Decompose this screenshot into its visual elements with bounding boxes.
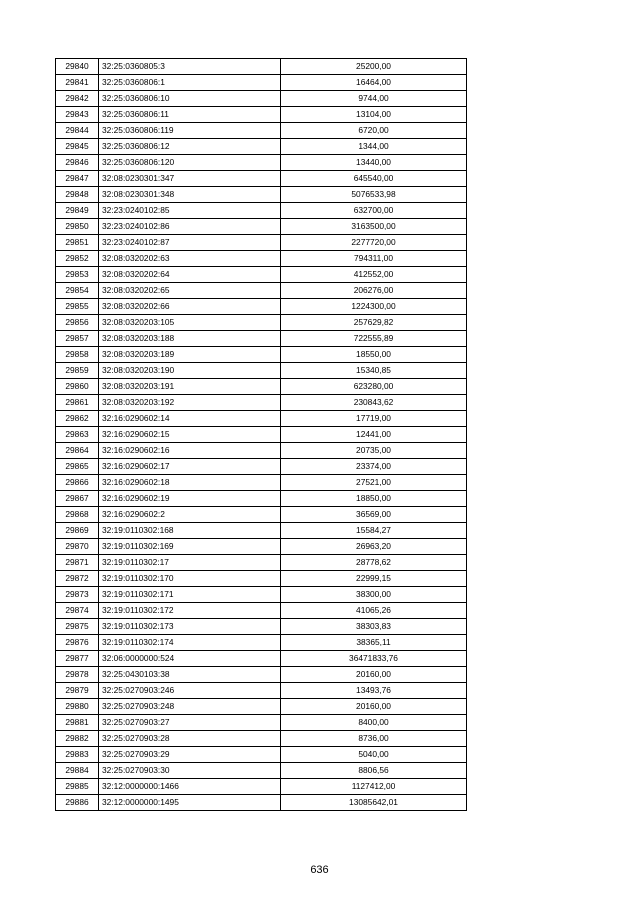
table-row: [56, 779, 467, 795]
value-cell: 38303,83: [281, 619, 467, 635]
value-cell: 18550,00: [281, 347, 467, 363]
table-row: [56, 667, 467, 683]
row-number-cell: 29885: [56, 779, 99, 795]
table-row: [56, 299, 467, 315]
row-number-cell: 29883: [56, 747, 99, 763]
cadastral-number-cell: 32:25:0360805:3: [99, 59, 281, 75]
table-row: [56, 795, 467, 811]
cadastral-number-cell: 32:25:0270903:30: [99, 763, 281, 779]
cadastral-number-cell: 32:25:0360806:119: [99, 123, 281, 139]
value-cell: 230843,62: [281, 395, 467, 411]
row-number-cell: 29874: [56, 603, 99, 619]
value-cell: 23374,00: [281, 459, 467, 475]
cadastral-number-cell: 32:23:0240102:87: [99, 235, 281, 251]
row-number-cell: 29879: [56, 683, 99, 699]
row-number-cell: 29861: [56, 395, 99, 411]
cadastral-number-cell: 32:12:0000000:1495: [99, 795, 281, 811]
row-number-cell: 29864: [56, 443, 99, 459]
value-cell: 623280,00: [281, 379, 467, 395]
table-row: [56, 123, 467, 139]
table-row: [56, 523, 467, 539]
row-number-cell: 29860: [56, 379, 99, 395]
cadastral-number-cell: 32:25:0360806:12: [99, 139, 281, 155]
table-row: [56, 139, 467, 155]
cadastral-number-cell: 32:16:0290602:19: [99, 491, 281, 507]
table-row: [56, 203, 467, 219]
value-cell: 8400,00: [281, 715, 467, 731]
table-row: [56, 619, 467, 635]
table-row: [56, 171, 467, 187]
table-row: [56, 91, 467, 107]
row-number-cell: 29876: [56, 635, 99, 651]
value-cell: 20735,00: [281, 443, 467, 459]
row-number-cell: 29855: [56, 299, 99, 315]
table-row: [56, 187, 467, 203]
cadastral-number-cell: 32:08:0320203:189: [99, 347, 281, 363]
row-number-cell: 29881: [56, 715, 99, 731]
cadastral-number-cell: 32:25:0270903:246: [99, 683, 281, 699]
value-cell: 36471833,76: [281, 651, 467, 667]
table-row: [56, 411, 467, 427]
cadastral-number-cell: 32:16:0290602:17: [99, 459, 281, 475]
row-number-cell: 29858: [56, 347, 99, 363]
row-number-cell: 29877: [56, 651, 99, 667]
table-row: [56, 699, 467, 715]
table-row: [56, 395, 467, 411]
cadastral-number-cell: 32:19:0110302:168: [99, 523, 281, 539]
value-cell: 722555,89: [281, 331, 467, 347]
row-number-cell: 29846: [56, 155, 99, 171]
value-cell: 645540,00: [281, 171, 467, 187]
value-cell: 206276,00: [281, 283, 467, 299]
row-number-cell: 29871: [56, 555, 99, 571]
value-cell: 15584,27: [281, 523, 467, 539]
cadastral-number-cell: 32:08:0320202:63: [99, 251, 281, 267]
table-row: [56, 635, 467, 651]
cadastral-number-cell: 32:25:0270903:28: [99, 731, 281, 747]
row-number-cell: 29884: [56, 763, 99, 779]
table-row: [56, 475, 467, 491]
value-cell: 15340,85: [281, 363, 467, 379]
table-row: [56, 283, 467, 299]
row-number-cell: 29869: [56, 523, 99, 539]
cadastral-number-cell: 32:16:0290602:2: [99, 507, 281, 523]
row-number-cell: 29866: [56, 475, 99, 491]
value-cell: 25200,00: [281, 59, 467, 75]
value-cell: 6720,00: [281, 123, 467, 139]
value-cell: 257629,82: [281, 315, 467, 331]
value-cell: 1344,00: [281, 139, 467, 155]
row-number-cell: 29850: [56, 219, 99, 235]
cadastral-number-cell: 32:06:0000000:524: [99, 651, 281, 667]
row-number-cell: 29840: [56, 59, 99, 75]
value-cell: 20160,00: [281, 667, 467, 683]
row-number-cell: 29878: [56, 667, 99, 683]
table-row: [56, 251, 467, 267]
table-row: [56, 747, 467, 763]
value-cell: 412552,00: [281, 267, 467, 283]
cadastral-number-cell: 32:08:0320203:188: [99, 331, 281, 347]
cadastral-number-cell: 32:25:0270903:248: [99, 699, 281, 715]
cadastral-number-cell: 32:16:0290602:18: [99, 475, 281, 491]
row-number-cell: 29867: [56, 491, 99, 507]
value-cell: 41065,26: [281, 603, 467, 619]
value-cell: 5040,00: [281, 747, 467, 763]
value-cell: 17719,00: [281, 411, 467, 427]
value-cell: 27521,00: [281, 475, 467, 491]
cadastral-number-cell: 32:19:0110302:172: [99, 603, 281, 619]
table-row: [56, 235, 467, 251]
table-row: [56, 507, 467, 523]
row-number-cell: 29847: [56, 171, 99, 187]
row-number-cell: 29872: [56, 571, 99, 587]
cadastral-number-cell: 32:19:0110302:17: [99, 555, 281, 571]
value-cell: 13085642,01: [281, 795, 467, 811]
row-number-cell: 29873: [56, 587, 99, 603]
row-number-cell: 29868: [56, 507, 99, 523]
table-row: [56, 587, 467, 603]
value-cell: 632700,00: [281, 203, 467, 219]
cadastral-value-table: [55, 58, 467, 811]
row-number-cell: 29880: [56, 699, 99, 715]
value-cell: 38300,00: [281, 587, 467, 603]
table-row: [56, 491, 467, 507]
table-row: [56, 571, 467, 587]
cadastral-number-cell: 32:19:0110302:169: [99, 539, 281, 555]
value-cell: 3163500,00: [281, 219, 467, 235]
row-number-cell: 29851: [56, 235, 99, 251]
table-row: [56, 219, 467, 235]
cadastral-number-cell: 32:19:0110302:170: [99, 571, 281, 587]
cadastral-number-cell: 32:25:0270903:27: [99, 715, 281, 731]
cadastral-number-cell: 32:25:0430103:38: [99, 667, 281, 683]
value-cell: 13440,00: [281, 155, 467, 171]
table-row: [56, 347, 467, 363]
cadastral-number-cell: 32:08:0320202:66: [99, 299, 281, 315]
table-body: [56, 59, 467, 811]
value-cell: 9744,00: [281, 91, 467, 107]
row-number-cell: 29859: [56, 363, 99, 379]
value-cell: 794311,00: [281, 251, 467, 267]
row-number-cell: 29857: [56, 331, 99, 347]
cadastral-number-cell: 32:08:0230301:347: [99, 171, 281, 187]
cadastral-number-cell: 32:16:0290602:16: [99, 443, 281, 459]
row-number-cell: 29845: [56, 139, 99, 155]
cadastral-number-cell: 32:08:0320203:105: [99, 315, 281, 331]
cadastral-number-cell: 32:25:0360806:11: [99, 107, 281, 123]
cadastral-number-cell: 32:25:0360806:10: [99, 91, 281, 107]
cadastral-number-cell: 32:25:0360806:120: [99, 155, 281, 171]
row-number-cell: 29882: [56, 731, 99, 747]
table-row: [56, 731, 467, 747]
value-cell: 28778,62: [281, 555, 467, 571]
cadastral-number-cell: 32:08:0320202:65: [99, 283, 281, 299]
page-number: 636: [310, 864, 329, 876]
cadastral-number-cell: 32:08:0320203:191: [99, 379, 281, 395]
cadastral-number-cell: 32:08:0320202:64: [99, 267, 281, 283]
cadastral-number-cell: 32:19:0110302:171: [99, 587, 281, 603]
row-number-cell: 29856: [56, 315, 99, 331]
value-cell: 16464,00: [281, 75, 467, 91]
row-number-cell: 29853: [56, 267, 99, 283]
row-number-cell: 29886: [56, 795, 99, 811]
table-row: [56, 651, 467, 667]
value-cell: 1127412,00: [281, 779, 467, 795]
row-number-cell: 29841: [56, 75, 99, 91]
cadastral-number-cell: 32:08:0320203:192: [99, 395, 281, 411]
table-row: [56, 59, 467, 75]
row-number-cell: 29843: [56, 107, 99, 123]
value-cell: 13493,76: [281, 683, 467, 699]
value-cell: 8736,00: [281, 731, 467, 747]
table-row: [56, 443, 467, 459]
value-cell: 20160,00: [281, 699, 467, 715]
value-cell: 18850,00: [281, 491, 467, 507]
table-row: [56, 763, 467, 779]
cadastral-number-cell: 32:25:0270903:29: [99, 747, 281, 763]
row-number-cell: 29842: [56, 91, 99, 107]
table-row: [56, 539, 467, 555]
cadastral-number-cell: 32:12:0000000:1466: [99, 779, 281, 795]
cadastral-number-cell: 32:23:0240102:85: [99, 203, 281, 219]
cadastral-number-cell: 32:19:0110302:174: [99, 635, 281, 651]
value-cell: 22999,15: [281, 571, 467, 587]
cadastral-number-cell: 32:23:0240102:86: [99, 219, 281, 235]
table-row: [56, 603, 467, 619]
table-row: [56, 267, 467, 283]
cadastral-number-cell: 32:08:0320203:190: [99, 363, 281, 379]
value-cell: 13104,00: [281, 107, 467, 123]
row-number-cell: 29849: [56, 203, 99, 219]
row-number-cell: 29854: [56, 283, 99, 299]
table-row: [56, 363, 467, 379]
table-row: [56, 459, 467, 475]
table-row: [56, 379, 467, 395]
row-number-cell: 29863: [56, 427, 99, 443]
cadastral-number-cell: 32:16:0290602:15: [99, 427, 281, 443]
row-number-cell: 29848: [56, 187, 99, 203]
table-row: [56, 107, 467, 123]
value-cell: 2277720,00: [281, 235, 467, 251]
table-row: [56, 315, 467, 331]
cadastral-number-cell: 32:08:0230301:348: [99, 187, 281, 203]
value-cell: 8806,56: [281, 763, 467, 779]
row-number-cell: 29844: [56, 123, 99, 139]
row-number-cell: 29862: [56, 411, 99, 427]
table-row: [56, 555, 467, 571]
table-row: [56, 427, 467, 443]
cadastral-number-cell: 32:19:0110302:173: [99, 619, 281, 635]
cadastral-number-cell: 32:25:0360806:1: [99, 75, 281, 91]
table-row: [56, 75, 467, 91]
value-cell: 1224300,00: [281, 299, 467, 315]
row-number-cell: 29875: [56, 619, 99, 635]
table-row: [56, 715, 467, 731]
table-row: [56, 155, 467, 171]
value-cell: 26963,20: [281, 539, 467, 555]
value-cell: 38365,11: [281, 635, 467, 651]
row-number-cell: 29870: [56, 539, 99, 555]
value-cell: 5076533,98: [281, 187, 467, 203]
value-cell: 36569,00: [281, 507, 467, 523]
value-cell: 12441,00: [281, 427, 467, 443]
table-row: [56, 331, 467, 347]
cadastral-number-cell: 32:16:0290602:14: [99, 411, 281, 427]
row-number-cell: 29852: [56, 251, 99, 267]
table-row: [56, 683, 467, 699]
row-number-cell: 29865: [56, 459, 99, 475]
